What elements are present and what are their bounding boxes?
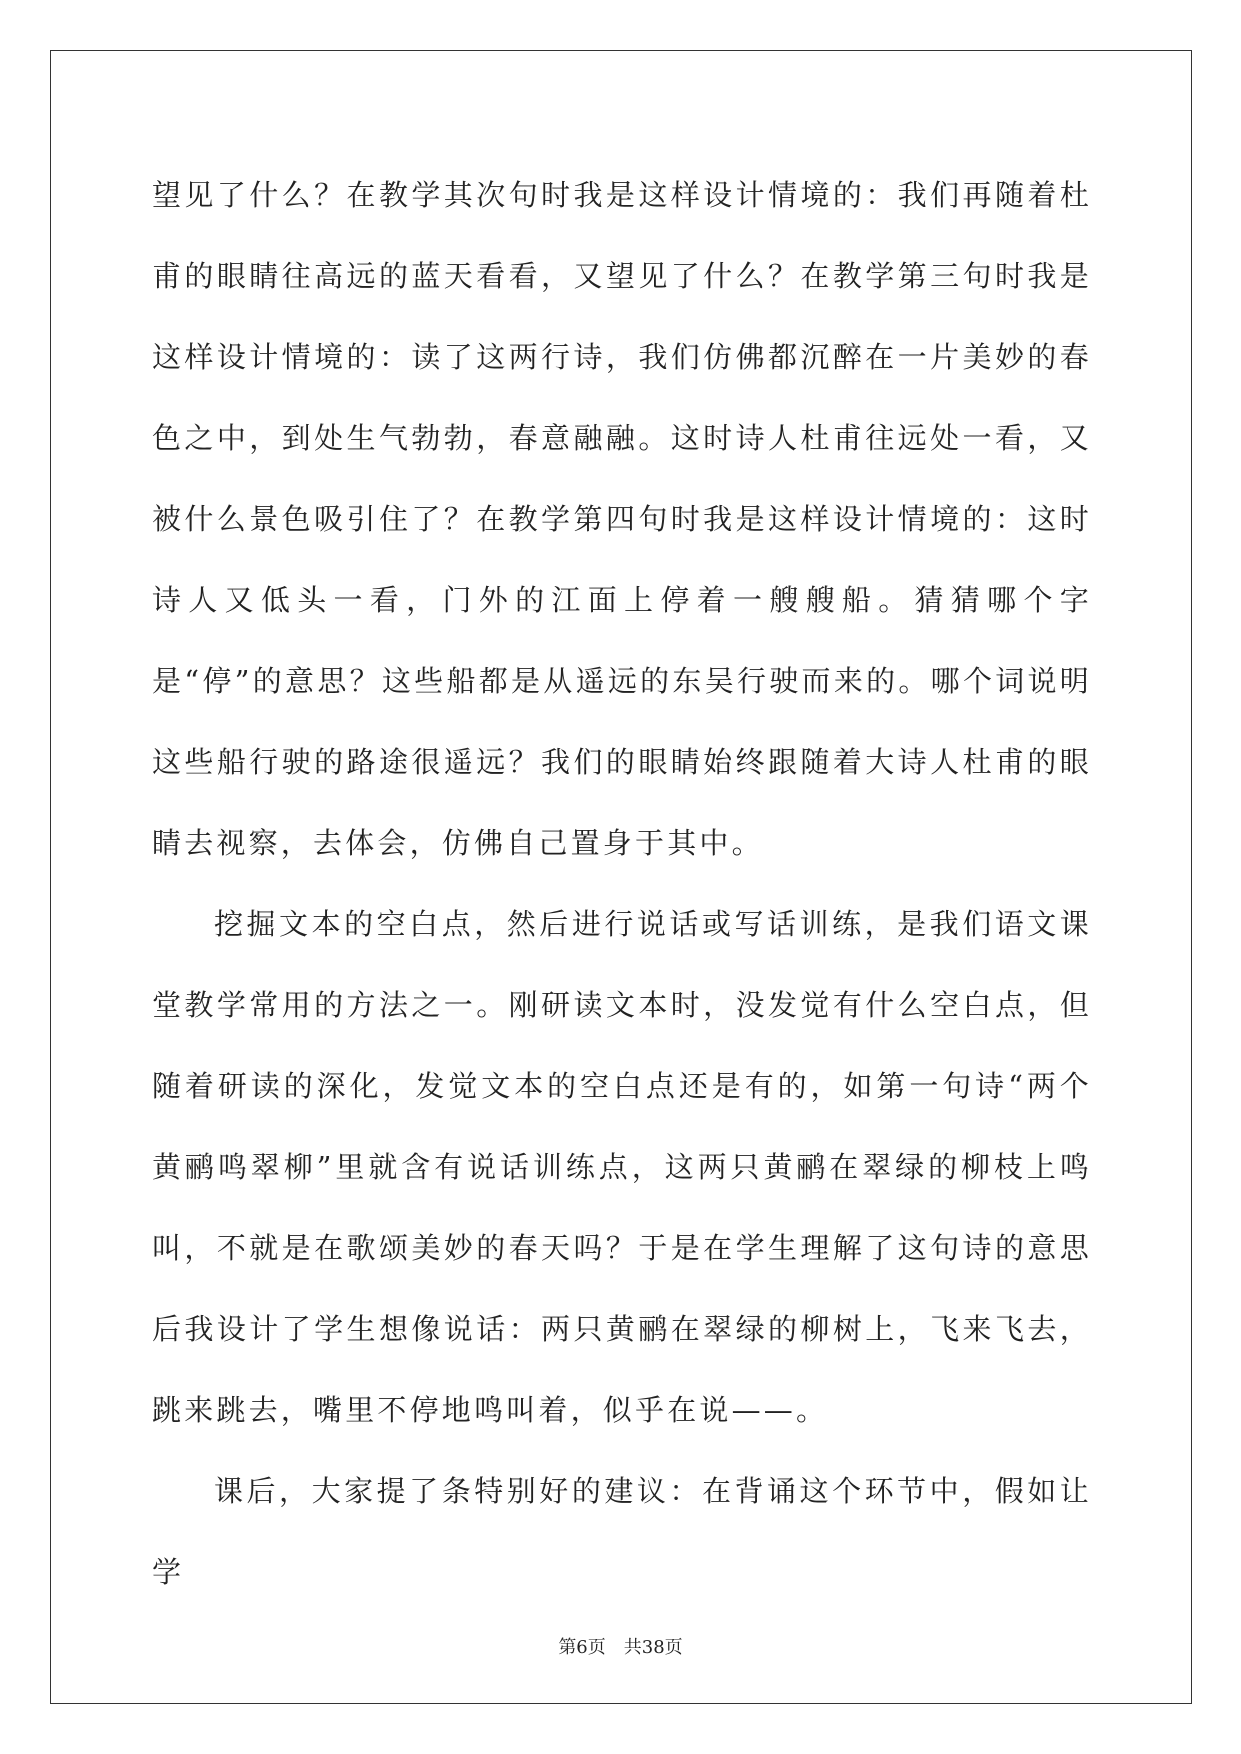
page-total: 共38页 [623, 1637, 683, 1658]
document-body [152, 155, 1092, 1613]
paragraph: 挖掘文本的空白点，然后进行说话或写话训练，是我们语文课堂教学常用的方法之一。刚研读文本时，没发觉有什么空白点，但随着研读的深化，发觉文本的空白点还是有的，如第一句诗“两个黄鹂鸣翠柳”里就含有说话训练点，这两只黄鹂在翠绿的柳枝上鸣叫，不就是在歌颂美妙的春天吗？于是在学生理解了这句诗的意思后我设计了学生想像说话：两只黄鹂在翠绿的柳树上，飞来飞去，跳来跳去，嘴里不停地鸣叫着，似乎在说——。 [152, 907, 1092, 1427]
page-footer [0, 1633, 1241, 1659]
paragraph: 课后，大家提了条特别好的建议：在背诵这个环节中，假如让学 [152, 1474, 1092, 1589]
page-number: 第6页 [558, 1637, 606, 1658]
paragraph: 望见了什么？在教学其次句时我是这样设计情境的：我们再随着杜甫的眼睛往高远的蓝天看看，又望见了什么？在教学第三句时我是这样设计情境的：读了这两行诗，我们仿佛都沉醉在一片美妙的春色之中，到处生气勃勃，春意融融。这时诗人杜甫往远处一看，又被什么景色吸引住了？在教学第四句时我是这样设计情境的：这时诗人又低头一看，门外的江面上停着一艘艘船。猜猜哪个字是“停”的意思？这些船都是从遥远的东吴行驶而来的。哪个词说明这些船行驶的路途很遥远？我们的眼睛始终跟随着大诗人杜甫的眼睛去视察，去体会，仿佛自己置身于其中。 [152, 178, 1092, 860]
